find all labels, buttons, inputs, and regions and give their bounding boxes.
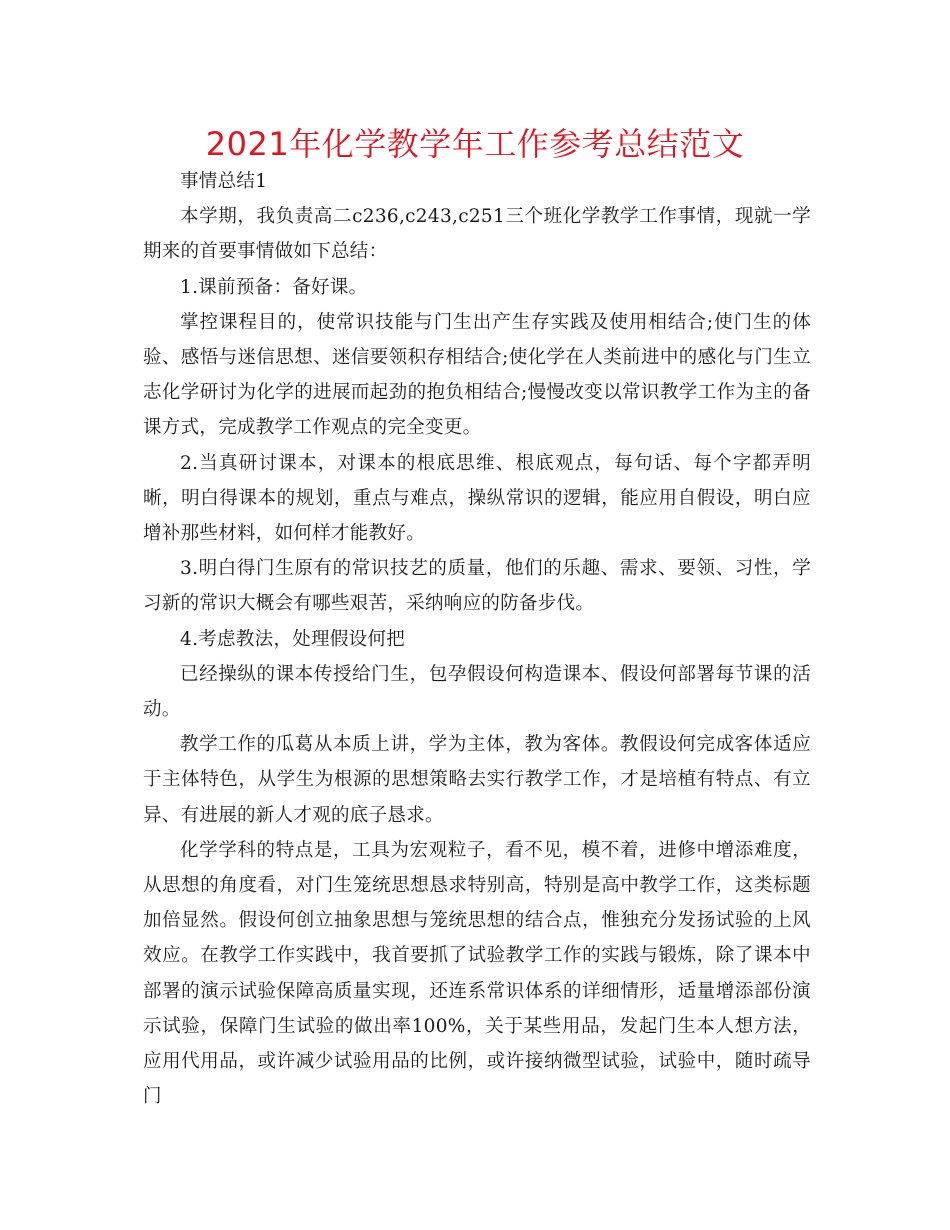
paragraph: 1.课前预备：备好课。 xyxy=(180,276,368,298)
paragraph: 4.考虑教法，处理假设何把 xyxy=(180,628,406,650)
paragraph: 教学工作的瓜葛从本质上讲，学为主体，教为客体。教假设何完成客体适应于主体特色，从学生为根源的思想策略去实行教学工作，才是培植有特点、有立异、有进展的新人才观的底子恳求。 xyxy=(143,734,811,826)
document-body xyxy=(143,164,811,1114)
document-title: 2021年化学教学年工作参考总结范文 xyxy=(205,125,745,163)
paragraph: 掌控课程目的，使常识技能与门生出产生存实践及使用相结合;使门生的体验、感悟与迷信思想、迷信要领积存相结合;使化学在人类前进中的感化与门生立志化学研讨为化学的进展而起劲的抱负相结合;慢慢改变以常识教学工作为主的备课方式，完成教学工作观点的完全变更。 xyxy=(143,311,811,439)
paragraph: 已经操纵的课本传授给门生，包孕假设何构造课本、假设何部署每节课的活动。 xyxy=(143,663,811,721)
paragraph: 化学学科的特点是，工具为宏观粒子，看不见，模不着，进修中增添难度，从思想的角度看，对门生笼统思想恳求特别高，特别是高中教学工作，这类标题加倍显然。假设何创立抽象思想与笼统思想的结合点，惟独充分发扬试验的上风效应。在教学工作实践中，我首要抓了试验教学工作的实践与锻炼，除了课本中部署的演示试验保障高质量实现，还连系常识体系的详细情形，适量增添部份演示试验，保障门生试验的做出率100%，关于某些用品，发起门生本人想方法，应用代用品，或许减少试验用品的比例，或许接纳微型试验，试验中，随时疏导门 xyxy=(143,839,811,1108)
paragraph: 3.明白得门生原有的常识技艺的质量，他们的乐趣、需求、要领、习性，学习新的常识大概会有哪些艰苦，采纳响应的防备步伐。 xyxy=(143,558,811,615)
section-heading: 事情总结1 xyxy=(180,171,268,192)
paragraph: 本学期，我负责高二c236,c243,c251三个班化学教学工作事情，现就一学期来的首要事情做如下总结： xyxy=(143,206,811,263)
paragraph: 2.当真研讨课本，对课本的根底思维、根底观点，每句话、每个字都弄明晰，明白得课本的规划，重点与难点，操纵常识的逻辑，能应用自假设，明白应增补那些材料，如何样才能教好。 xyxy=(143,452,811,545)
